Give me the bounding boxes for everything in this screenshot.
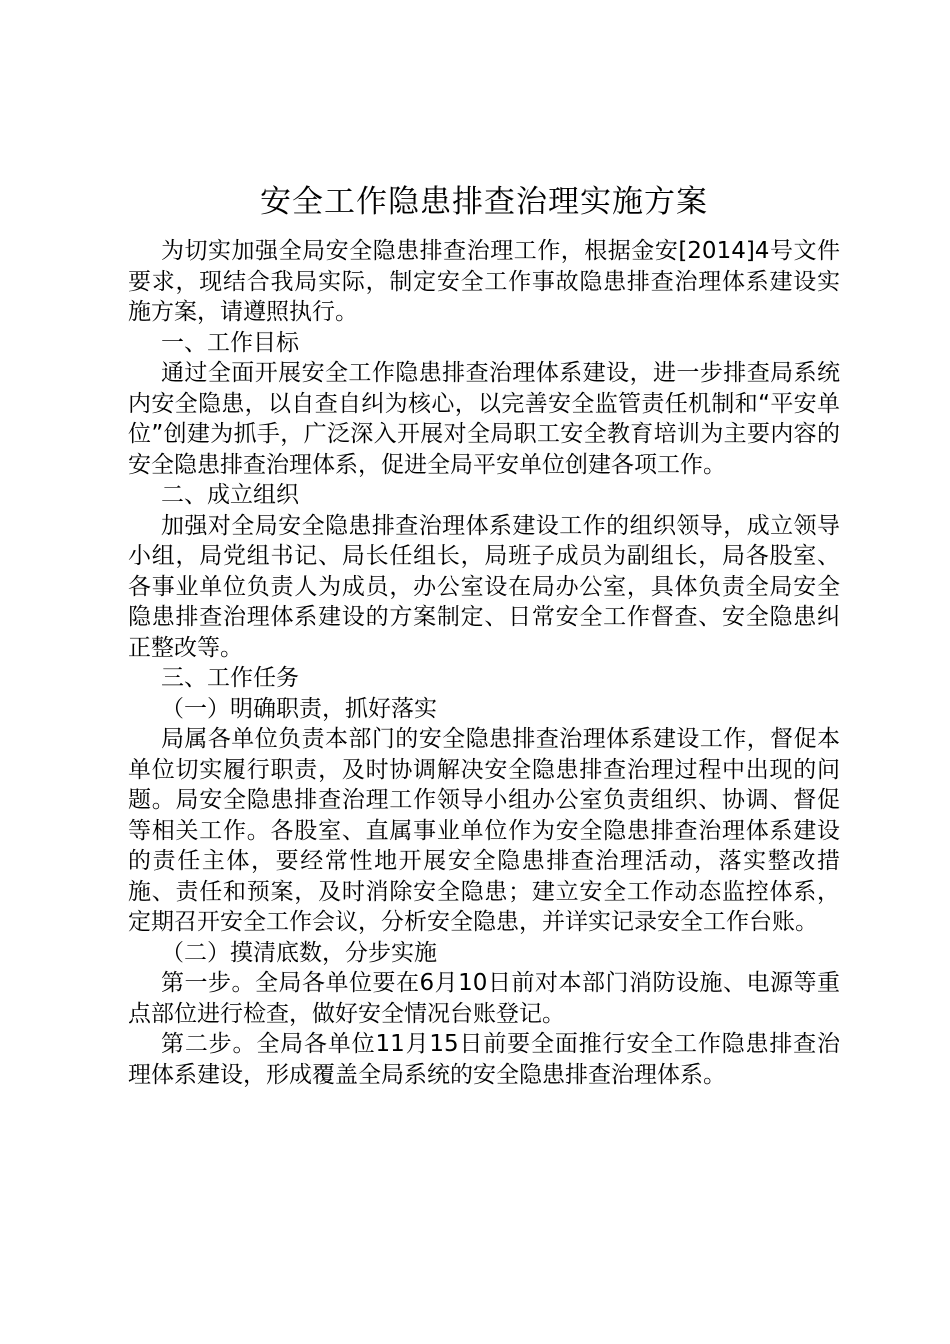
heading-work-goals: 一、工作目标 bbox=[161, 329, 299, 356]
paragraph-step-two: 第二步。全局各单位11月15日前要全面推行安全工作隐患排查治理体系建设，形成覆盖全局系统的安全隐患排查治理体系。 bbox=[128, 1031, 840, 1088]
paragraph-organization: 加强对全局安全隐患排查治理体系建设工作的组织领导，成立领导小组，局党组书记、局长任组长，局班子成员为副组长，局各股室、各事业单位负责人为成员，办公室设在局办公室，具体负责全局安全隐患排查治理体系建设的方案制定、日常安全工作督查、安全隐患纠正整改等。 bbox=[128, 512, 840, 661]
paragraph-intro: 为切实加强全局安全隐患排查治理工作，根据金安[2014]4号文件要求，现结合我局实际，制定安全工作事故隐患排查治理体系建设实施方案，请遵照执行。 bbox=[128, 238, 840, 325]
document-page bbox=[128, 180, 840, 1090]
heading-work-tasks: 三、工作任务 bbox=[161, 665, 299, 691]
paragraph-responsibilities: 局属各单位负责本部门的安全隐患排查治理体系建设工作，督促本单位切实履行职责，及时协调解决安全隐患排查治理过程中出现的问题。局安全隐患排查治理工作领导小组办公室负责组织、协调、督促等相关工作。各股室、直属事业单位作为安全隐患排查治理体系建设的责任主体，要经常性地开展安全隐患排查治理活动，落实整改措施、责任和预案，及时消除安全隐患；建立安全工作动态监控体系，定期召开安全工作会议，分析安全隐患，并详实记录安全工作台账。 bbox=[128, 726, 840, 935]
subheading-steps: （二）摸清底数，分步实施 bbox=[161, 939, 437, 966]
subheading-responsibilities: （一）明确职责，抓好落实 bbox=[161, 695, 437, 722]
paragraph-step-one: 第一步。全局各单位要在6月10日前对本部门消防设施、电源等重点部位进行检查，做好安全情况台账登记。 bbox=[128, 970, 840, 1027]
heading-organization: 二、成立组织 bbox=[161, 482, 299, 508]
paragraph-work-goals: 通过全面开展安全工作隐患排查治理体系建设，进一步排查局系统内安全隐患，以自查自纠为核心，以完善安全监管责任机制和“平安单位”创建为抓手，广泛深入开展对全局职工安全教育培训为主要内容的安全隐患排查治理体系，促进全局平安单位创建各项工作。 bbox=[128, 360, 840, 478]
document-title: 安全工作隐患排查治理实施方案 bbox=[260, 184, 708, 220]
